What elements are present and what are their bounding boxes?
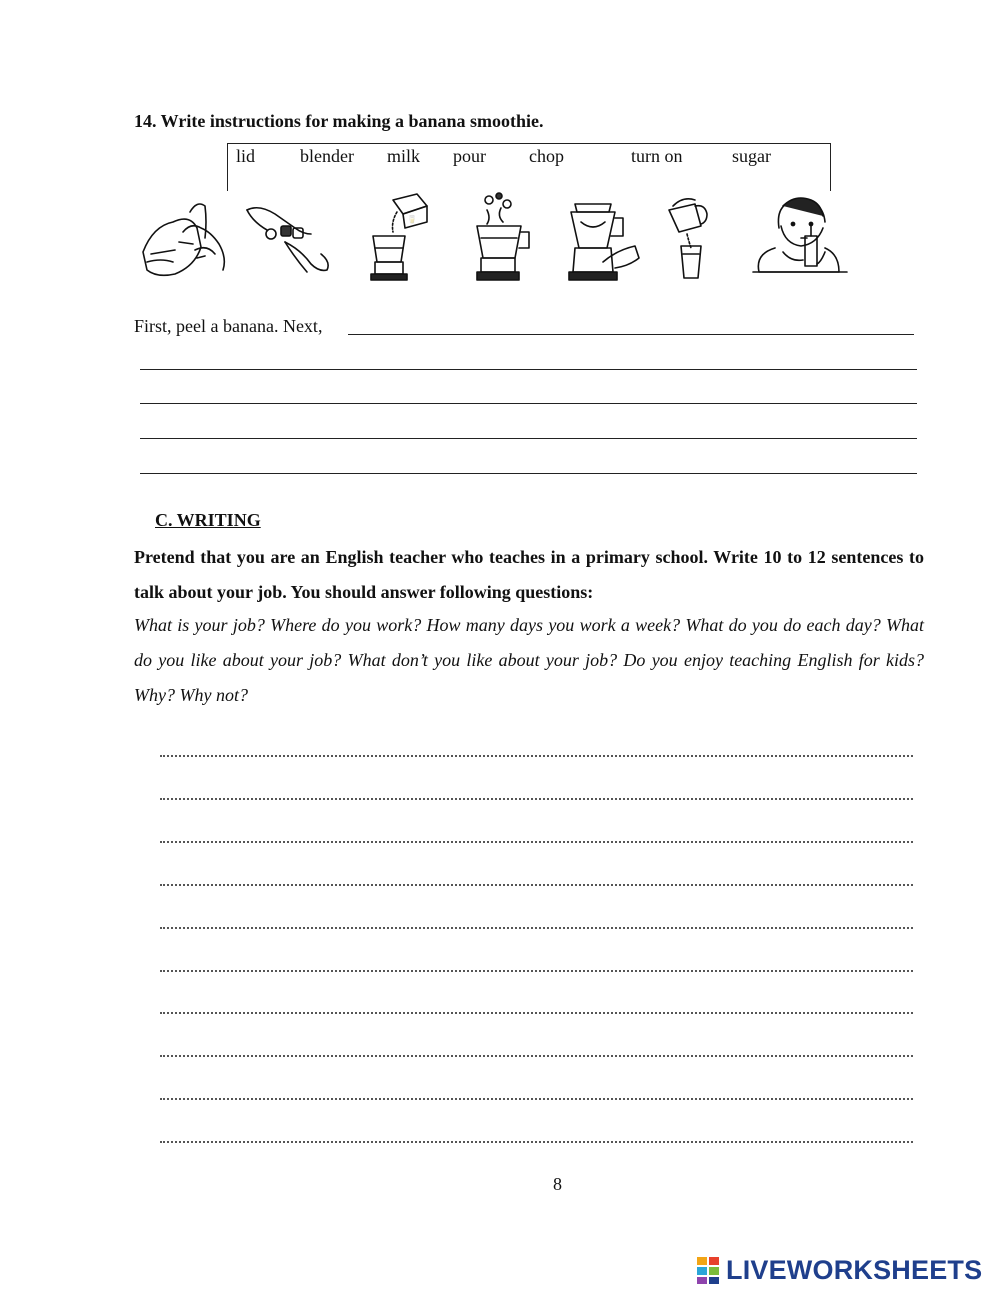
writing-line[interactable] — [160, 927, 913, 929]
writing-line[interactable] — [160, 1055, 913, 1057]
word-lid: lid — [236, 146, 256, 166]
page-number: 8 — [553, 1174, 562, 1194]
writing-line[interactable] — [160, 798, 913, 800]
answer-start-line — [134, 316, 322, 337]
word-bank — [227, 143, 831, 191]
peel-banana-picture — [143, 204, 224, 275]
writing-line[interactable] — [160, 1141, 913, 1143]
writing-line[interactable] — [160, 970, 913, 972]
writing-line[interactable] — [160, 1012, 913, 1014]
svg-text:🥛: 🥛 — [407, 215, 417, 224]
chop-banana-picture — [247, 208, 328, 272]
word-turn-on: turn on — [631, 146, 683, 166]
answer-line-5[interactable] — [140, 473, 917, 474]
writing-line[interactable] — [160, 755, 913, 757]
liveworksheets-logo — [696, 1255, 983, 1285]
answer-line-2[interactable] — [140, 369, 917, 370]
word-milk: milk — [387, 146, 421, 166]
logo-blocks-icon — [696, 1255, 722, 1285]
answer-line-3[interactable] — [140, 403, 917, 404]
pour-milk-picture — [371, 194, 427, 280]
writing-line[interactable] — [160, 1098, 913, 1100]
answer-line-1[interactable] — [348, 334, 914, 335]
writing-heading: C. WRITING — [155, 510, 261, 530]
logo-text: LIVEWORKSHEETS — [726, 1255, 983, 1285]
word-blender: blender — [300, 146, 354, 166]
word-sugar: sugar — [732, 146, 771, 166]
task-14-title: 14. Write instructions for making a banana smoothie. — [134, 111, 544, 131]
writing-line[interactable] — [160, 884, 913, 886]
boy-drinking-picture — [753, 198, 847, 272]
answer-start-text: First, peel a banana. Next, — [134, 316, 323, 336]
writing-prompt: Pretend that you are an English teacher who teaches in a primary school. Write 10 to 12 sentences to talk about your job. You should answer following questions: — [134, 547, 924, 602]
add-ingredients-picture — [477, 193, 529, 280]
writing-line[interactable] — [160, 841, 913, 843]
writing-questions: What is your job? Where do you work? How many days you work a week? What do you do each day? What do you like about your job? What don’t you like about your job? Do you enjoy teaching English for kids? Why? Why not? — [134, 615, 924, 705]
turn-on-blender-picture — [569, 204, 639, 280]
answer-line-4[interactable] — [140, 438, 917, 439]
word-chop: chop — [529, 146, 564, 166]
pour-into-glass-picture — [669, 199, 707, 278]
smoothie-steps-illustration — [135, 192, 855, 284]
word-pour: pour — [453, 146, 486, 166]
